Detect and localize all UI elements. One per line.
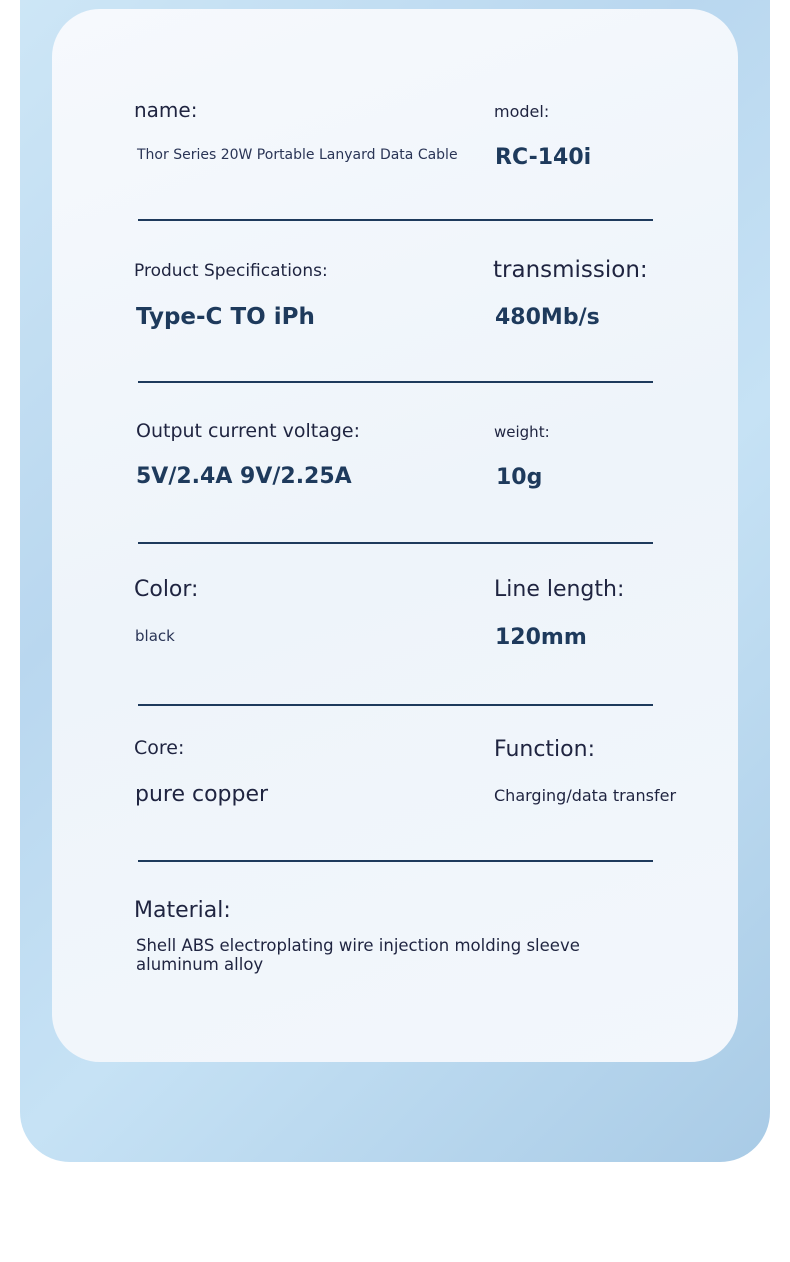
core-label: Core:: [134, 737, 185, 759]
divider-5: [138, 860, 653, 862]
model-value: RC-140i: [495, 145, 592, 170]
divider-3: [138, 542, 653, 544]
length-value: 120mm: [495, 625, 587, 650]
divider-2: [138, 381, 653, 383]
weight-label: weight:: [494, 423, 550, 441]
color-value: black: [135, 627, 175, 645]
transmission-label: transmission:: [493, 257, 648, 283]
output-value: 5V/2.4A 9V/2.25A: [136, 464, 352, 489]
core-value: pure copper: [135, 782, 269, 807]
output-label: Output current voltage:: [136, 420, 361, 442]
length-label: Line length:: [494, 577, 625, 602]
function-value: Charging/data transfer: [494, 786, 677, 805]
spec-label: Product Specifications:: [134, 261, 328, 281]
function-label: Function:: [494, 737, 595, 762]
color-label: Color:: [134, 577, 199, 602]
name-label: name:: [134, 98, 198, 122]
material-value-line2: aluminum alloy: [136, 955, 264, 974]
transmission-value: 480Mb/s: [495, 305, 600, 330]
weight-value: 10g: [496, 465, 543, 490]
material-value-line1: Shell ABS electroplating wire injection molding sleeve: [136, 936, 580, 955]
divider-1: [138, 219, 653, 221]
name-value: Thor Series 20W Portable Lanyard Data Cable: [137, 147, 458, 163]
material-label: Material:: [134, 898, 231, 923]
spec-value: Type-C TO iPh: [136, 304, 315, 330]
divider-4: [138, 704, 653, 706]
model-label: model:: [494, 102, 550, 121]
